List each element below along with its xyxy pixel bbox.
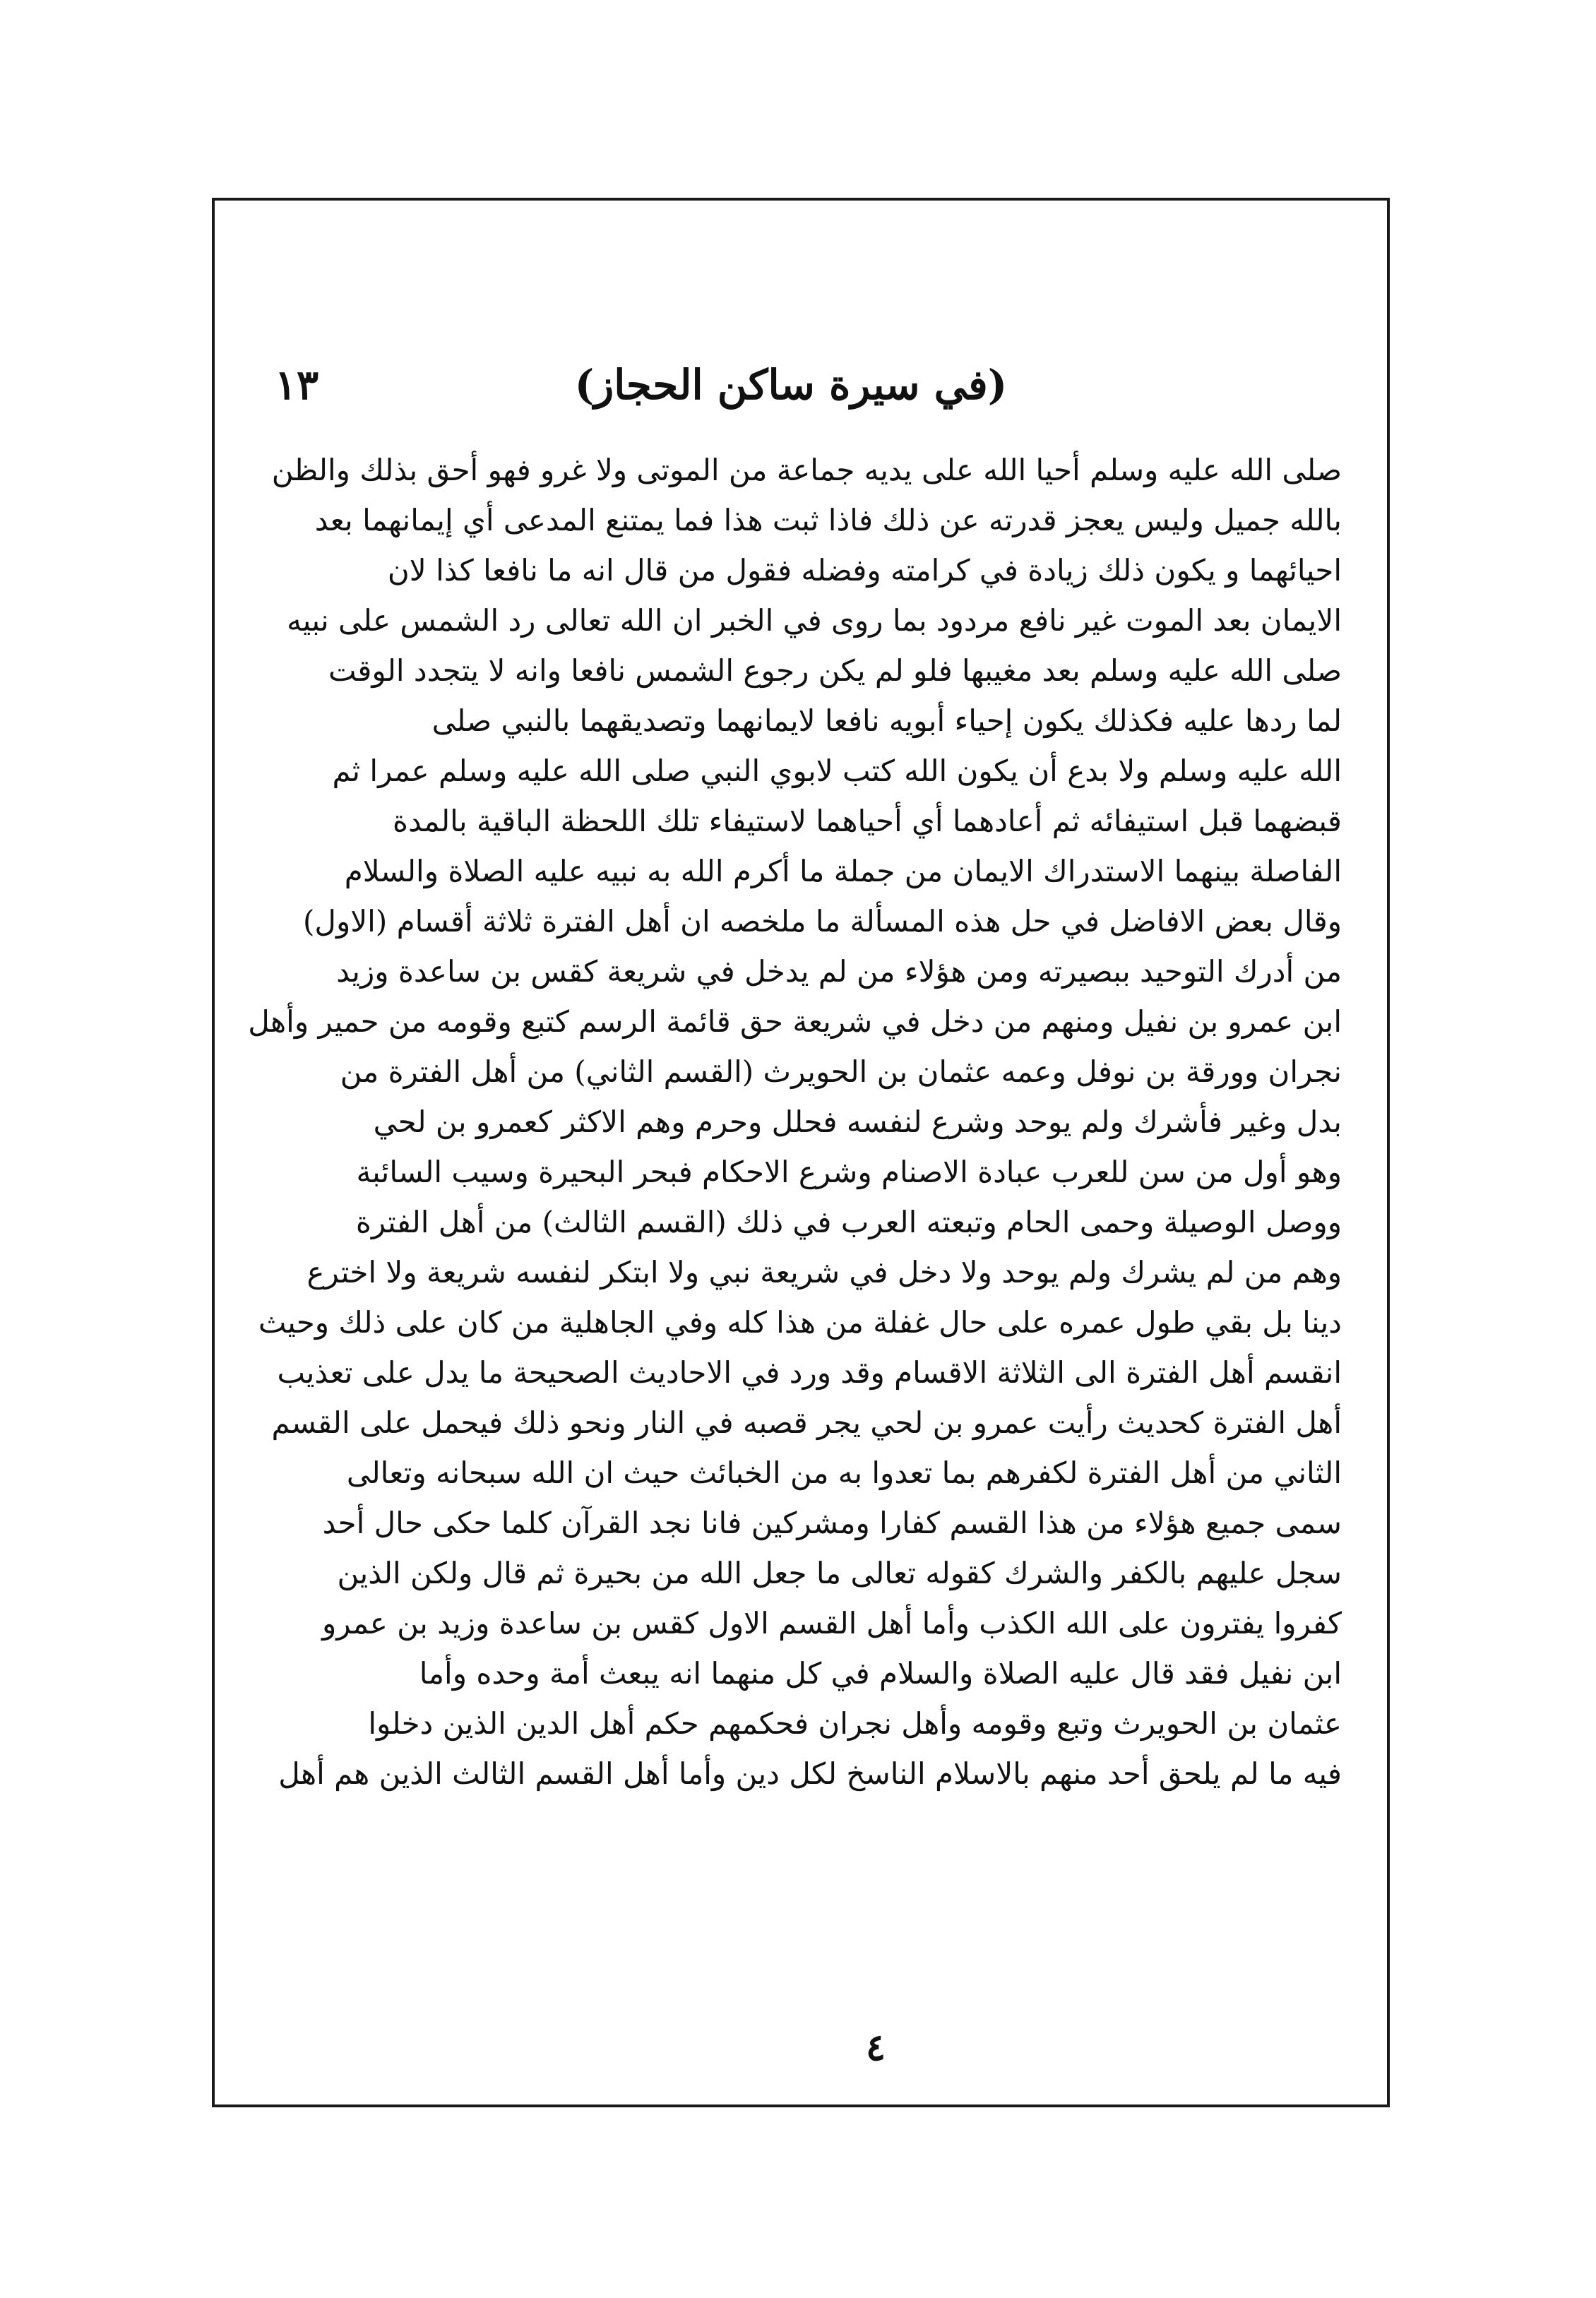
text-line-3: احيائهما و يكون ذلك زيادة في كرامته وفضله فقول من قال انه ما نافعا كذا لان — [387, 553, 1342, 588]
text-line-24: كفروا يفترون على الله الكذب وأما أهل القسم الاول كقس بن ساعدة وزيد بن عمرو — [321, 1606, 1342, 1641]
text-line-6: لما ردها عليه فكذلك يكون إحياء أبويه نافعا لايمانهما وتصديقهما بالنبي صلى — [431, 703, 1342, 738]
text-line-22: سمى جميع هؤلاء من هذا القسم كفارا ومشركين فانا نجد القرآن كلما حكى حال أحد — [322, 1506, 1342, 1540]
text-line-25: ابن نفيل فقد قال عليه الصلاة والسلام في كل منهما انه يبعث أمة وحده وأما — [419, 1656, 1342, 1691]
text-line-12: ابن عمرو بن نفيل ومنهم من دخل في شريعة حق قائمة الرسم كتبع وقومه من حمير وأهل — [248, 1004, 1342, 1039]
text-line-1: صلى الله عليه وسلم أحيا الله على يديه جماعة من الموتى ولا غرو فهو أحق بذلك والظن — [271, 453, 1342, 487]
signature-mark: ٤ — [866, 2026, 886, 2069]
text-line-7: الله عليه وسلم ولا بدع أن يكون الله كتب لابوي النبي صلى الله عليه وسلم عمرا ثم — [332, 754, 1342, 788]
text-line-26: عثمان بن الحويرث وتبع وقومه وأهل نجران فحكمهم حكم أهل الدين الذين دخلوا — [368, 1706, 1342, 1741]
text-line-11: من أدرك التوحيد ببصيرته ومن هؤلاء من لم يدخل في شريعة كقس بن ساعدة وزيد — [336, 954, 1342, 989]
text-line-16: ووصل الوصيلة وحمى الحام وتبعته العرب في ذلك (القسم الثالث) من أهل الفترة — [355, 1205, 1342, 1239]
text-line-19: انقسم أهل الفترة الى الثلاثة الاقسام وقد ورد في الاحاديث الصحيحة ما يدل على تعذيب — [277, 1355, 1342, 1390]
text-line-10: وقال بعض الافاضل في حل هذه المسألة ما ملخصه ان أهل الفترة ثلاثة أقسام (الاول) — [303, 904, 1342, 939]
running-title: (في سيرة ساكن الحجاز) — [574, 361, 1008, 409]
text-line-14: بدل وغير فأشرك ولم يوحد وشرع لنفسه فحلل وحرم وهم الاكثر كعمرو بن لحي — [373, 1105, 1342, 1139]
text-line-17: وهم من لم يشرك ولم يوحد ولا دخل في شريعة نبي ولا ابتكر لنفسه شريعة ولا اخترع — [306, 1255, 1342, 1290]
text-line-9: الفاصلة بينهما الاستدراك الايمان من جملة ما أكرم الله به نبيه عليه الصلاة والسلام — [344, 854, 1342, 888]
text-line-23: سجل عليهم بالكفر والشرك كقوله تعالى ما جعل الله من بحيرة ثم قال ولكن الذين — [337, 1556, 1342, 1590]
text-line-18: دينا بل بقي طول عمره على حال غفلة من هذا كله وفي الجاهلية من كان على ذلك وحيث — [258, 1305, 1342, 1340]
text-line-8: قبضهما قبل استيفائه ثم أعادهما أي أحياهما لاستيفاء تلك اللحظة الباقية بالمدة — [393, 804, 1342, 838]
main-text — [248, 445, 1342, 1799]
text-line-2: بالله جميل وليس يعجز قدرته عن ذلك فاذا ثبت هذا فما يمتنع المدعى أي إيمانهما بعد — [314, 503, 1342, 537]
page-number: ١٣ — [274, 361, 319, 409]
running-head — [233, 353, 1179, 417]
text-line-15: وهو أول من سن للعرب عبادة الاصنام وشرع الاحكام فبحر البحيرة وسيب السائبة — [356, 1155, 1342, 1189]
text-line-13: نجران وورقة بن نوفل وعمه عثمان بن الحويرث (القسم الثاني) من أهل الفترة من — [340, 1054, 1342, 1089]
text-line-4: الايمان بعد الموت غير نافع مردود بما روى في الخبر ان الله تعالى رد الشمس على نبيه — [287, 603, 1342, 638]
text-line-27: فيه ما لم يلحق أحد منهم بالاسلام الناسخ لكل دين وأما أهل القسم الثالث الذين هم أهل — [278, 1756, 1342, 1791]
text-line-5: صلى الله عليه وسلم بعد مغيبها فلو لم يكن رجوع الشمس نافعا وانه لا يتجدد الوقت — [328, 653, 1342, 688]
text-line-20: أهل الفترة كحديث رأيت عمرو بن لحي يجر قصبه في النار ونحو ذلك فيحمل على القسم — [271, 1405, 1342, 1440]
text-line-21: الثاني من أهل الفترة لكفرهم بما تعدوا به من الخبائث حيث ان الله سبحانه وتعالى — [346, 1455, 1342, 1490]
